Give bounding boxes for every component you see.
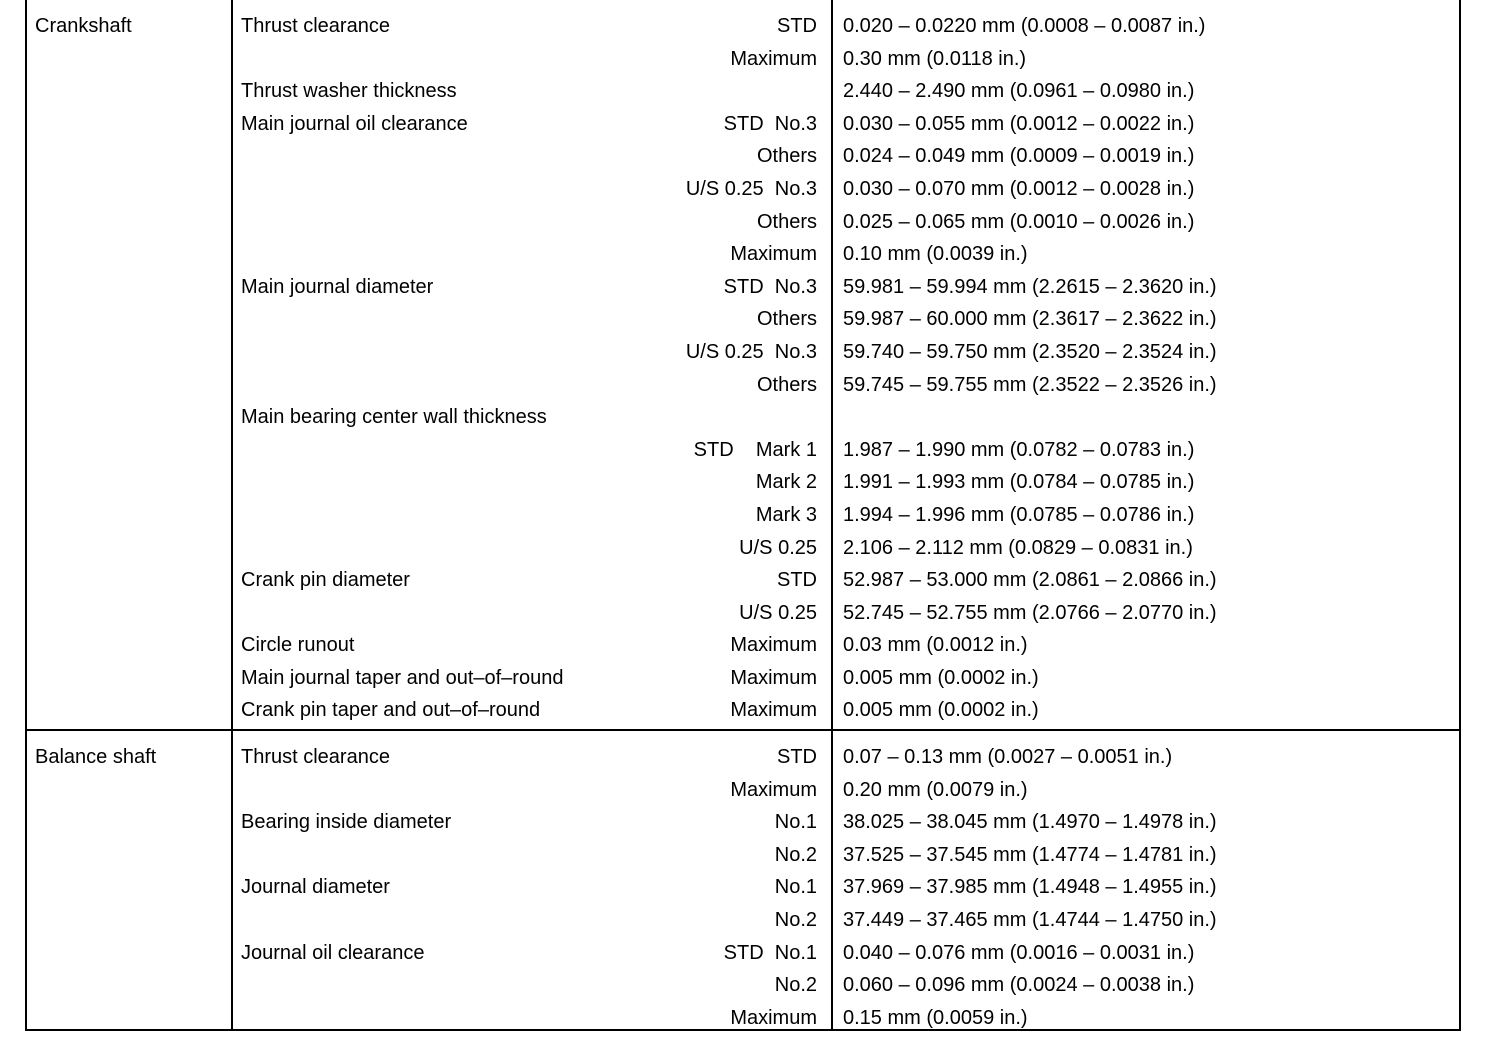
condition-label: Maximum bbox=[730, 47, 817, 70]
condition-label: U/S 0.25 bbox=[739, 601, 817, 624]
condition-label: Maximum bbox=[730, 1006, 817, 1029]
spec-value: 0.10 mm (0.0039 in.) bbox=[843, 243, 1028, 266]
item-label: Journal diameter bbox=[241, 876, 390, 899]
spec-value: 0.005 mm (0.0002 in.) bbox=[843, 666, 1039, 689]
table-row bbox=[27, 466, 1459, 499]
table-row bbox=[27, 10, 1459, 43]
table-row bbox=[27, 806, 1459, 839]
condition-label: STD No.1 bbox=[723, 941, 817, 964]
spec-value: 2.440 – 2.490 mm (0.0961 – 0.0980 in.) bbox=[843, 80, 1195, 103]
spec-value: 0.040 – 0.076 mm (0.0016 – 0.0031 in.) bbox=[843, 941, 1195, 964]
group-label: Crankshaft bbox=[35, 15, 132, 37]
item-label: Circle runout bbox=[241, 634, 355, 657]
group-label: Balance shaft bbox=[35, 746, 157, 768]
condition-label: Maximum bbox=[730, 778, 817, 801]
spec-value: 0.03 mm (0.0012 in.) bbox=[843, 634, 1028, 657]
spec-value: 0.024 – 0.049 mm (0.0009 – 0.0019 in.) bbox=[843, 145, 1195, 168]
item-label: Main bearing center wall thickness bbox=[241, 406, 547, 429]
spec-value: 59.740 – 59.750 mm (2.3520 – 2.3524 in.) bbox=[843, 340, 1217, 363]
item-label: Thrust clearance bbox=[241, 15, 390, 37]
spec-value: 0.005 mm (0.0002 in.) bbox=[843, 699, 1039, 722]
condition-label: Others bbox=[756, 373, 817, 396]
table-row bbox=[27, 839, 1459, 872]
item-label: Journal oil clearance bbox=[241, 941, 425, 964]
table-row bbox=[27, 303, 1459, 336]
table-row bbox=[27, 969, 1459, 1002]
spec-value: 2.106 – 2.112 mm (0.0829 – 0.0831 in.) bbox=[843, 536, 1193, 559]
item-label: Crank pin diameter bbox=[241, 569, 410, 592]
spec-value: 52.987 – 53.000 mm (2.0861 – 2.0866 in.) bbox=[843, 569, 1217, 592]
table-row bbox=[27, 774, 1459, 807]
item-label: Main journal diameter bbox=[241, 275, 434, 298]
spec-value: 59.987 – 60.000 mm (2.3617 – 2.3622 in.) bbox=[843, 308, 1217, 331]
spec-value: 0.030 – 0.070 mm (0.0012 – 0.0028 in.) bbox=[843, 177, 1195, 200]
condition-label: Others bbox=[756, 145, 817, 168]
table-row bbox=[27, 564, 1459, 597]
table-row bbox=[27, 904, 1459, 937]
item-label: Bearing inside diameter bbox=[241, 811, 452, 834]
table-row bbox=[27, 597, 1459, 630]
condition-label: Mark 3 bbox=[755, 503, 817, 526]
spec-value: 1.994 – 1.996 mm (0.0785 – 0.0786 in.) bbox=[843, 503, 1195, 526]
condition-label: STD bbox=[777, 569, 817, 592]
table-row bbox=[27, 271, 1459, 304]
condition-label: U/S 0.25 No.3 bbox=[685, 177, 817, 200]
condition-label: No.1 bbox=[774, 811, 817, 834]
item-label: Thrust washer thickness bbox=[241, 80, 457, 103]
spec-value: 0.20 mm (0.0079 in.) bbox=[843, 778, 1028, 801]
table-row bbox=[27, 499, 1459, 532]
condition-label: Others bbox=[756, 210, 817, 233]
spec-table bbox=[25, 0, 1461, 1031]
condition-label: No.2 bbox=[774, 843, 817, 866]
spec-value: 59.745 – 59.755 mm (2.3522 – 2.3526 in.) bbox=[843, 373, 1217, 396]
spec-value: 0.025 – 0.065 mm (0.0010 – 0.0026 in.) bbox=[843, 210, 1195, 233]
condition-label: STD Mark 1 bbox=[693, 438, 817, 461]
condition-label: U/S 0.25 No.3 bbox=[685, 340, 817, 363]
table-row bbox=[27, 336, 1459, 369]
condition-label: STD No.3 bbox=[723, 275, 817, 298]
table-row bbox=[27, 741, 1459, 774]
table-row bbox=[27, 871, 1459, 904]
rows bbox=[27, 741, 1459, 1034]
section-balance-shaft bbox=[27, 729, 1459, 1031]
spec-value: 59.981 – 59.994 mm (2.2615 – 2.3620 in.) bbox=[843, 275, 1217, 298]
item-label: Main journal taper and out–of–round bbox=[241, 666, 564, 689]
condition-label: STD bbox=[777, 746, 817, 768]
condition-label: STD No.3 bbox=[723, 112, 817, 135]
item-label: Thrust clearance bbox=[241, 746, 390, 768]
condition-label: Maximum bbox=[730, 634, 817, 657]
table-row bbox=[27, 1002, 1459, 1035]
table-row bbox=[27, 629, 1459, 662]
spec-value: 1.987 – 1.990 mm (0.0782 – 0.0783 in.) bbox=[843, 438, 1195, 461]
table-row bbox=[27, 238, 1459, 271]
condition-label: No.1 bbox=[774, 876, 817, 899]
item-label: Main journal oil clearance bbox=[241, 112, 468, 135]
spec-value: 0.030 – 0.055 mm (0.0012 – 0.0022 in.) bbox=[843, 112, 1195, 135]
table-row bbox=[27, 662, 1459, 695]
condition-label: Maximum bbox=[730, 699, 817, 722]
table-row bbox=[27, 43, 1459, 76]
spec-value: 37.969 – 37.985 mm (1.4948 – 1.4955 in.) bbox=[843, 876, 1217, 899]
spec-value: 1.991 – 1.993 mm (0.0784 – 0.0785 in.) bbox=[843, 471, 1195, 494]
spec-value: 0.020 – 0.0220 mm (0.0008 – 0.0087 in.) bbox=[843, 15, 1206, 37]
table-row bbox=[27, 937, 1459, 970]
spec-value: 0.060 – 0.096 mm (0.0024 – 0.0038 in.) bbox=[843, 974, 1195, 997]
spec-value: 37.525 – 37.545 mm (1.4774 – 1.4781 in.) bbox=[843, 843, 1217, 866]
table-row bbox=[27, 206, 1459, 239]
spec-value: 0.15 mm (0.0059 in.) bbox=[843, 1006, 1028, 1029]
spec-value: 52.745 – 52.755 mm (2.0766 – 2.0770 in.) bbox=[843, 601, 1217, 624]
condition-label: Others bbox=[756, 308, 817, 331]
condition-label: No.2 bbox=[774, 908, 817, 931]
section-crankshaft bbox=[27, 0, 1459, 731]
condition-label: Maximum bbox=[730, 666, 817, 689]
table-row bbox=[27, 694, 1459, 727]
condition-label: Mark 2 bbox=[755, 471, 817, 494]
spec-value: 38.025 – 38.045 mm (1.4970 – 1.4978 in.) bbox=[843, 811, 1217, 834]
condition-label: No.2 bbox=[774, 974, 817, 997]
table-row bbox=[27, 75, 1459, 108]
table-row bbox=[27, 401, 1459, 434]
rows bbox=[27, 10, 1459, 727]
item-label: Crank pin taper and out–of–round bbox=[241, 699, 541, 722]
condition-label: U/S 0.25 bbox=[739, 536, 817, 559]
table-row bbox=[27, 369, 1459, 402]
table-row bbox=[27, 434, 1459, 467]
spec-value: 37.449 – 37.465 mm (1.4744 – 1.4750 in.) bbox=[843, 908, 1217, 931]
table-row bbox=[27, 532, 1459, 565]
spec-value: 0.30 mm (0.0118 in.) bbox=[843, 47, 1027, 70]
spec-value: 0.07 – 0.13 mm (0.0027 – 0.0051 in.) bbox=[843, 746, 1173, 768]
table-row bbox=[27, 173, 1459, 206]
condition-label: STD bbox=[777, 15, 817, 37]
condition-label: Maximum bbox=[730, 243, 817, 266]
table-row bbox=[27, 140, 1459, 173]
table-row bbox=[27, 108, 1459, 141]
